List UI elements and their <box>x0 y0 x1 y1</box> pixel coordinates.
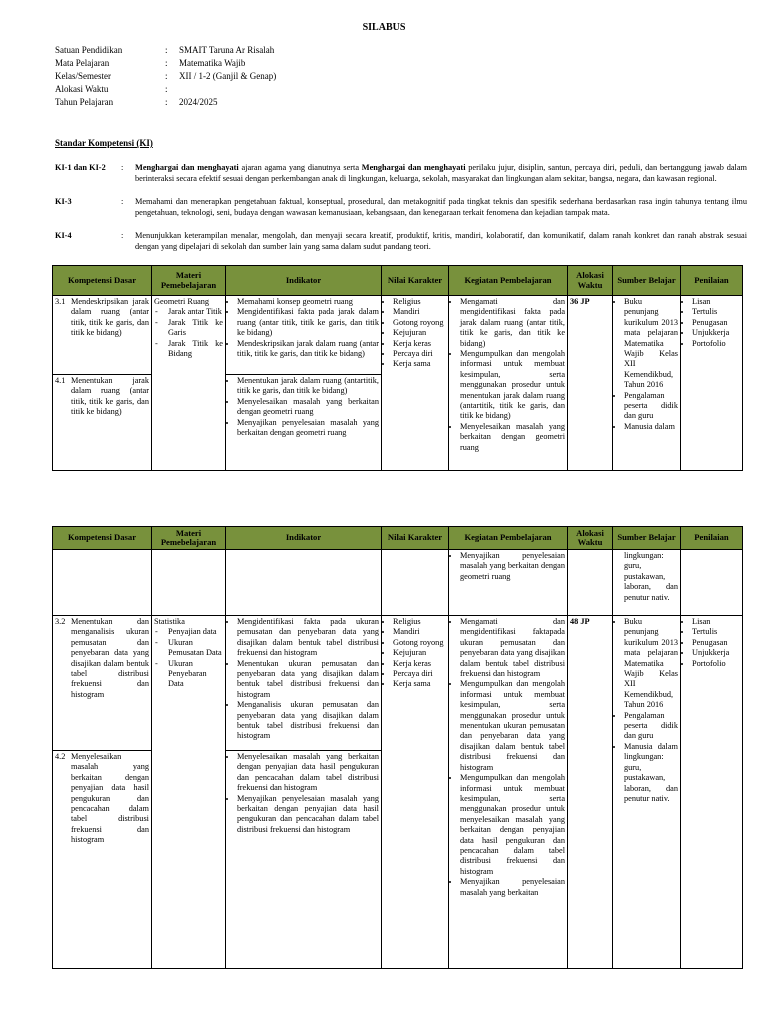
col-header: Materi Pemebelajaran <box>152 527 226 550</box>
syllabus-table-2 <box>52 526 743 969</box>
ki-row-3: KI-3 : Memahami dan menerapkan pengetahuan faktual, konseptual, prosedural, dan metakognitif pada tingkat teknis dan spesifik sederhana berdasarkan rasa ingin tahunya tentang ilmu pengetahuan, teknologi, seni, budaya dengan wawasan kemanusiaan, kebangsaan, dan kenegaraan terkait fenomena dan kejadian tampak mata. <box>55 197 747 217</box>
identity-block <box>55 44 276 109</box>
ki-row-1: KI-1 dan KI-2 : Menghargai dan menghayati ajaran agama yang dianutnya serta Menghargai dan menghayati perilaku jujur, disiplin, santun, percaya diri, peduli, dan bertanggung jawab dalam berinteraksi secara efektif sesuai dengan perkembangan anak di lingkungan, keluarga, sekolah, masyarakat dan lingkungan alam sekitar, bangsa, negara, dan kawasan regional. <box>55 163 748 183</box>
syllabus-table-1 <box>52 265 743 471</box>
kd-cell: 3.2 Menentukan dan menganalisis ukuran pemusatan dan penyebaran data yang disajikan dalam bentuk tabel distribusi frekuensi dan histogram <box>53 616 152 751</box>
ki-text: Menunjukkan keterampilan menalar, mengolah, dan menyaji secara kreatif, produktif, kritis, mandiri, kolaboratif, dan komunikatif, dalam ranah konkret dan ranah abstrak sesuai dengan yang dipelajari di sekolah dan sumber lain yang sama dalam sudut pandang teori. <box>135 231 747 251</box>
indikator-cell: • Menentukan jarak dalam ruang (antartitik, titik ke garis, dan titik ke bidang) • Menyelesaikan masalah yang berkaitan dengan geometri ruang • Menyajikan penyelesaian masalah yang berkaitan dengan geometri ruang <box>226 375 382 471</box>
col-header: Alokasi Waktu <box>568 527 613 550</box>
empty-cell <box>152 550 226 616</box>
meta-row: Kelas/Semester : XII / 1-2 (Ganjil & Genap) <box>55 71 277 81</box>
kegiatan-cell: • Mengamati dan mengidentifikasi faktapada ukuran pemusatan dan penyebaran data yang disajikan dalam bentuk tabel distribusi frekuensi dan histogram • Mengumpulkan dan mengolah informasi untuk membuat kesimpulan, serta menggunakan prosedur untuk menentukan ukuran pemusatan dan penyebaran data yang disajikan dalam bentuk tabel distribusi frekuensi dan histogram • Mengumpulkan dan mengolah informasi untuk membuat kesimpulan, serta menggunakan prosedur untuk menyelesaikan masalah yang berkaitan dengan penyajian data hasil pengukuran dan pencacahan dalam tabel distribusi frekuensi dan histogram • Menyajikan penyelesaian masalah yang berkaitan <box>449 616 568 969</box>
meta-row: Alokasi Waktu : <box>55 84 168 94</box>
col-header: Indikator <box>226 266 382 296</box>
ki-label: KI-1 dan KI-2 <box>55 163 106 172</box>
sumber-cell: lingkungan: guru, pustakawan, laboran, dan penutur nativ. <box>613 550 681 616</box>
ki-label: KI-3 <box>55 197 72 206</box>
col-header: Kompetensi Dasar <box>53 527 152 550</box>
standar-kompetensi-heading: Standar Kompetensi (KI) <box>55 138 153 148</box>
col-header: Penilaian <box>681 266 743 296</box>
ki-label: KI-4 <box>55 231 72 240</box>
col-header: Materi Pemebelajaran <box>152 266 226 296</box>
empty-cell <box>568 550 613 616</box>
ki-text: Memahami dan menerapkan pengetahuan faktual, konseptual, prosedural, dan metakognitif pada tingkat teknis dan spesifik sederhana berdasarkan rasa ingin tahunya tentang ilmu pengetahuan, teknologi, seni, budaya dengan wawasan kemanusiaan, kebangsaan, dan kenegaraan terkait fenomena dan kejadian tampak mata. <box>135 197 747 217</box>
sumber-cell: • Buku penunjang kurikulum 2013 mata pelajaran Matematika Wajib Kelas XII Kemendikbud, Tahun 2016 • Pengalaman peserta didik dan guru • Manusia dalam lingkungan: guru, pustakawan, laboran, dan penutur nativ. <box>613 616 681 969</box>
col-header: Kompetensi Dasar <box>53 266 152 296</box>
meta-row: Tahun Pelajaran : 2024/2025 <box>55 97 218 107</box>
nilai-cell: • Religius • Mandiri • Gotong royong • Kejujuran • Kerja keras • Percaya diri • Kerja sama <box>382 616 449 969</box>
page-title: SILABUS <box>362 22 406 33</box>
col-header: Nilai Karakter <box>382 266 449 296</box>
col-header: Kegiatan Pembelajaran <box>449 527 568 550</box>
alokasi-cell: 48 JP <box>568 616 613 969</box>
ki-text: Menghargai dan menghayati ajaran agama yang dianutnya serta Menghargai dan menghayati perilaku jujur, disiplin, santun, percaya diri, peduli, dan bertanggung jawab dalam berinteraksi secara efektif sesuai dengan perkembangan anak di lingkungan, keluarga, sekolah, masyarakat dan lingkungan alam sekitar, bangsa, negara, dan kawasan regional. <box>135 163 748 183</box>
nilai-cell: • Religius • Mandiri • Gotong royong • Kejujuran • Kerja keras • Percaya diri • Kerja sama <box>382 296 449 471</box>
meta-row: Mata Pelajaran : Matematika Wajib <box>55 58 246 68</box>
ki-row-4: KI-4 : Menunjukkan keterampilan menalar, mengolah, dan menyaji secara kreatif, produktif, kritis, mandiri, kolaboratif, dan komunikatif, dalam ranah konkret dan ranah abstrak sesuai dengan yang dipelajari di sekolah dan sumber lain yang sama dalam sudut pandang teori. <box>55 231 747 251</box>
col-header: Alokasi Waktu <box>568 266 613 296</box>
meta-row: Satuan Pendidikan : SMAIT Taruna Ar Risalah <box>55 45 275 55</box>
col-header: Sumber Belajar <box>613 266 681 296</box>
kegiatan-cell: • Mengamati dan mengidentifikasi fakta pada jarak dalam ruang (antar titik, titik ke garis, dan titik ke bidang) • Mengumpulkan dan mengolah informasi untuk membuat kesimpulan, serta menggunakan prosedur untuk menentukan jarak dalam ruang (antartitik, titik ke garis, dan titik ke bidang) • Menyelesaikan masalah yang berkaitan dengan geometri ruang <box>449 296 568 471</box>
sumber-cell: • Buku penunjang kurikulum 2013 mata pelajaran Matematika Wajib Kelas XII Kemendikbud, Tahun 2016 • Pengalaman peserta didik dan guru • Manusia dalam <box>613 296 681 471</box>
materi-cell: Statistika - Penyajian data - Ukuran Pemusatan Data - Ukuran Penyebaran Data <box>152 616 226 969</box>
col-header: Penilaian <box>681 527 743 550</box>
empty-cell <box>681 550 743 616</box>
kd-cell: 4.1 Menentukan jarak dalam ruang (antar titik, titik ke garis, dan titik ke bidang) <box>53 375 152 471</box>
empty-cell <box>382 550 449 616</box>
empty-cell <box>226 550 382 616</box>
kd-cell: 3.1 Mendeskripsikan jarak dalam ruang (antar titik, titik ke garis, dan titik ke bidang) <box>53 296 152 375</box>
indikator-cell: • Menyelesaikan masalah yang berkaitan dengan penyajian data hasil pengukuran dan pencacahan dalam tabel distribusi frekuensi dan histogram • Menyajikan penyelesaian masalah yang berkaitan dengan penyajian data hasil pengukuran dan pencacahan dalam tabel distribusi frekuensi dan histogram <box>226 751 382 969</box>
indikator-cell: • Mengidentifikasi fakta pada ukuran pemusatan dan penyebaran data yang disajikan dalam bentuk tabel distribusi frekuensi dan histogram • Menentukan ukuran pemusatan dan penyebaran data yang disajikan dalam bentuk tabel distribusi frekuensi dan histogram • Menganalisis ukuran pemusatan dan penyebaran data yang disajikan dalam bentuk tabel distribusi frekuensi dan histogram <box>226 616 382 751</box>
col-header: Sumber Belajar <box>613 527 681 550</box>
empty-cell <box>53 550 152 616</box>
kegiatan-cell: • Menyajikan penyelesaian masalah yang berkaitan dengan geometri ruang <box>449 550 568 616</box>
kd-cell: 4.2 Menyelesaikan masalah yang berkaitan dengan penyajian data hasil pengukuran dan pencacahan dalam tabel distribusi frekuensi dan histogram <box>53 751 152 969</box>
indikator-cell: • Memahami konsep geometri ruang • Mengidentifikasi fakta pada jarak dalam ruang (antar titik, titik ke garis, dan titik ke bidang) • Mendeskripsikan jarak dalam ruang (antar titik, titik ke garis, dan titik ke bidang) <box>226 296 382 375</box>
col-header: Indikator <box>226 527 382 550</box>
penilaian-cell: • Lisan • Tertulis • Penugasan • Unjukkerja • Portofolio <box>681 296 743 471</box>
materi-cell: Geometri Ruang - Jarak antar Titik - Jarak Titik ke Garis - Jarak Titik ke Bidang <box>152 296 226 471</box>
col-header: Nilai Karakter <box>382 527 449 550</box>
alokasi-cell: 36 JP <box>568 296 613 471</box>
col-header: Kegiatan Pembelajaran <box>449 266 568 296</box>
penilaian-cell: • Lisan • Tertulis • Penugasan • Unjukkerja • Portofolio <box>681 616 743 969</box>
